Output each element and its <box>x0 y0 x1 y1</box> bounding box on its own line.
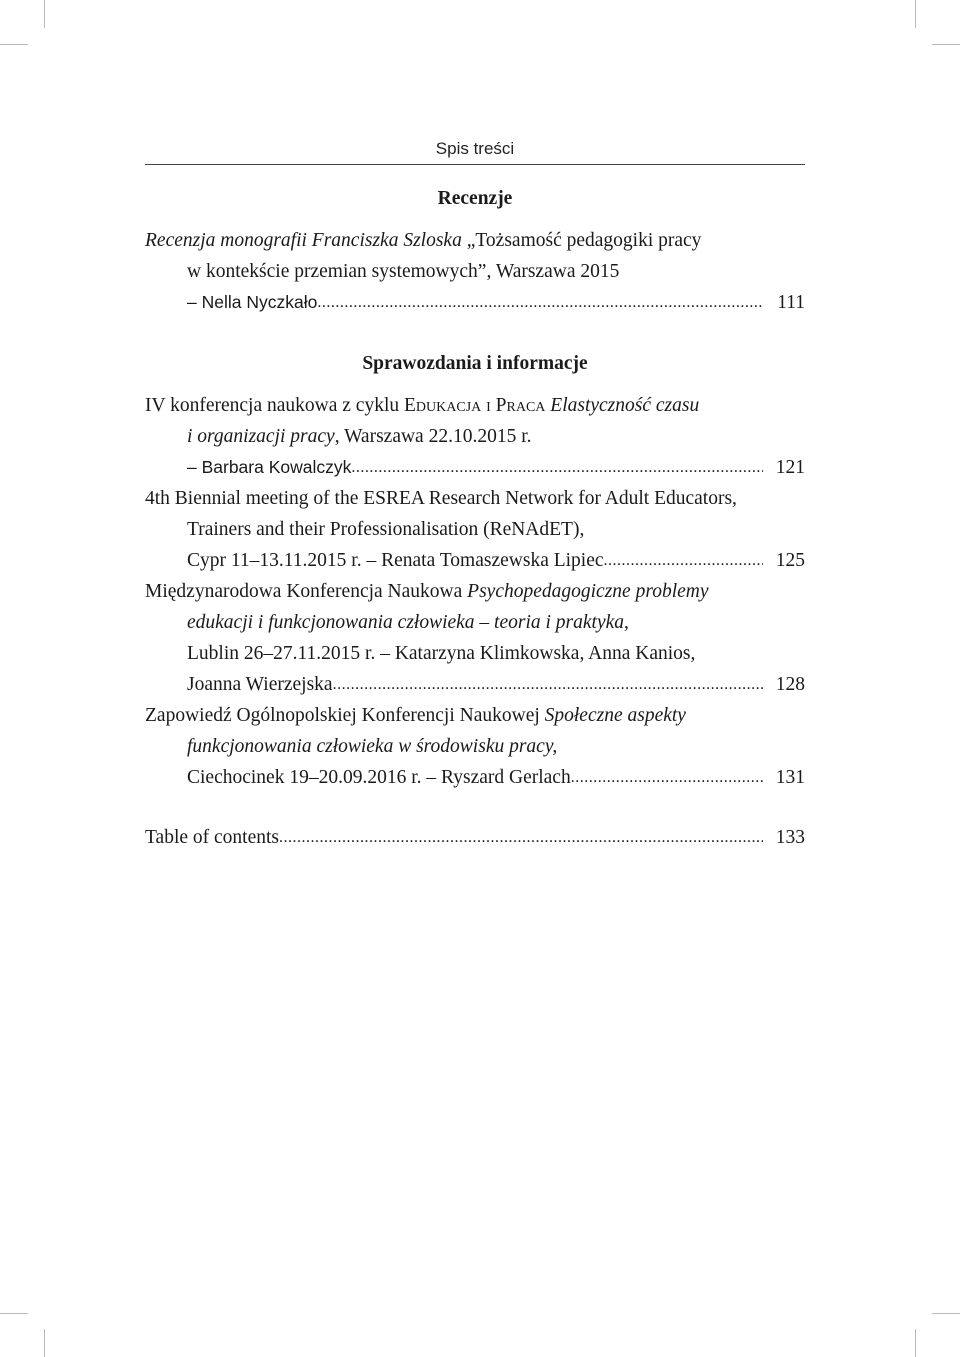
entry-title-text: IV konferencja naukowa z cyklu <box>145 395 404 416</box>
entry-author: – Nella Nyczkało <box>187 292 318 312</box>
leader-dots <box>279 822 763 853</box>
section-title-sprawozdania: Sprawozdania i informacje <box>362 353 588 374</box>
crop-mark-top-left-vertical <box>44 0 45 28</box>
entry-title-italic: i organizacji pracy <box>187 426 335 447</box>
crop-mark-bottom-right <box>932 1313 960 1314</box>
entry-title-text: , Warszawa 22.10.2015 r. <box>334 426 532 447</box>
toc-entry-line <box>187 731 557 762</box>
entry-author: Cypr 11–13.11.2015 r. – Renata Tomaszewska Lipiec <box>187 550 604 571</box>
entry-title-italic: Elastyczność czasu <box>545 395 700 416</box>
page-number: 128 <box>775 674 805 695</box>
crop-mark-top-right-vertical <box>915 0 916 28</box>
leader-dots <box>333 669 763 700</box>
crop-mark-bottom-right-vertical <box>915 1329 916 1357</box>
entry-title-italic: Psychopedagogiczne problemy <box>467 581 709 602</box>
toc-entry-line <box>187 607 629 638</box>
leader-dots <box>604 545 763 576</box>
section-title-recenzje: Recenzje <box>437 188 513 209</box>
leader-dots <box>351 452 763 483</box>
page-number: 125 <box>775 550 805 571</box>
entry-title-italic: funkcjonowania człowieka w środowisku pracy, <box>187 736 558 757</box>
leader-dots <box>571 762 763 793</box>
entry-title-italic: Recenzja monografii Franciszka Szloska <box>145 230 462 251</box>
entry-author: Joanna Wierzejska <box>187 674 333 695</box>
toc-entry-author-line <box>187 452 805 483</box>
entry-title-italic: edukacji i funkcjonowania człowieka – teoria i praktyka, <box>187 612 629 633</box>
toc-entry-author-line <box>187 669 805 700</box>
toc-entry-line: w kontekście przemian systemowych”, Warszawa 2015 <box>187 261 620 282</box>
toc-entry-line <box>145 390 699 421</box>
crop-mark-top-left <box>0 44 28 45</box>
leader-dots <box>317 287 763 318</box>
crop-mark-bottom-left-vertical <box>44 1329 45 1357</box>
toc-entry-line <box>145 700 686 731</box>
entry-title-italic: Społeczne aspekty <box>544 705 686 726</box>
toc-entry-line: Trainers and their Professionalisation (ReNAdET), <box>187 519 585 540</box>
entry-title-text: Międzynarodowa Konferencja Naukowa <box>145 581 468 602</box>
page-number: 121 <box>775 457 805 478</box>
page-number: 133 <box>775 827 805 848</box>
entry-title-text: Zapowiedź Ogólnopolskiej Konferencji Naukowej <box>145 705 545 726</box>
entry-author: – Barbara Kowalczyk <box>187 457 352 477</box>
running-head: Spis treści <box>435 139 515 158</box>
toc-entry-line <box>145 225 701 256</box>
conference-series-name: Edukacja i Praca <box>404 395 546 416</box>
toc-entry-author-line <box>187 762 805 793</box>
header-rule <box>145 164 805 165</box>
entry-title-text: „Tożsamość pedagogiki pracy <box>461 230 702 251</box>
toc-entry-table-of-contents <box>145 822 805 853</box>
page-number: 131 <box>775 767 805 788</box>
toc-entry-line: 4th Biennial meeting of the ESREA Research Network for Adult Educators, <box>145 488 737 509</box>
page-number: 111 <box>777 292 805 313</box>
toc-entry-line <box>145 576 709 607</box>
crop-mark-bottom-left <box>0 1313 28 1314</box>
toc-entry-author-line <box>187 287 805 318</box>
entry-author: Ciechocinek 19–20.09.2016 r. – Ryszard Gerlach <box>187 767 571 788</box>
crop-mark-top-right <box>932 44 960 45</box>
toc-entry-author-line <box>187 545 805 576</box>
toc-entry-line: Lublin 26–27.11.2015 r. – Katarzyna Klimkowska, Anna Kanios, <box>187 643 696 664</box>
entry-title-text: Table of contents <box>145 827 280 848</box>
toc-entry-line <box>187 421 532 452</box>
